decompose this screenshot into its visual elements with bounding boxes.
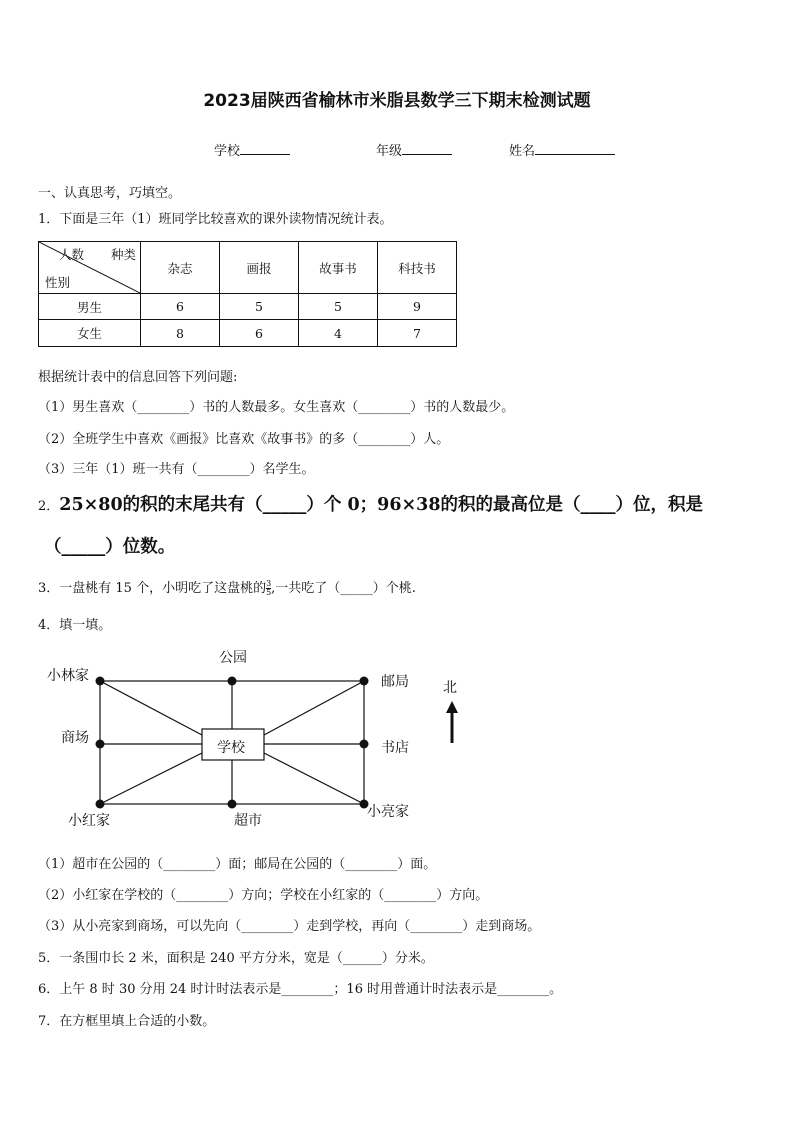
q6: 6．上午 8 时 30 分用 24 时计时法表示是________；16 时用普通计时法表示是________。 — [38, 982, 563, 997]
corner-type-label: 种类 — [110, 247, 136, 262]
north-arrow-icon — [446, 701, 458, 743]
q5: 5．一条围巾长 2 米，面积是 240 平方分米，宽是（______）分米。 — [38, 951, 434, 966]
corner-count-label: 人数 — [59, 247, 85, 262]
map-dot — [228, 800, 237, 809]
school-label: 学校 — [214, 144, 241, 159]
map-label-post-office: 邮局 — [381, 674, 409, 690]
q1-prompt: 根据统计表中的信息回答下列问题: — [38, 370, 238, 385]
col-header: 科技书 — [378, 242, 457, 294]
map-dot — [96, 677, 105, 686]
map-dot — [360, 740, 369, 749]
map-dot — [228, 677, 237, 686]
map-label-bookstore: 书店 — [381, 740, 409, 756]
row-label: 男生 — [39, 294, 141, 320]
map-label-north: 北 — [443, 680, 457, 696]
map-label-mall: 商场 — [61, 730, 89, 746]
page-title: 2023届陕西省榆林市米脂县数学三下期末检测试题 — [203, 91, 591, 111]
corner-gender-label: 性别 — [45, 275, 71, 290]
q4-sub3: （3）从小亮家到商场，可以先向（________）走到学校，再向（________）走到商场。 — [38, 919, 541, 934]
section-heading: 一、认真思考，巧填空。 — [38, 186, 182, 201]
frac-numerator: 3 — [266, 579, 272, 588]
grade-label: 年级 — [376, 144, 403, 159]
table-cell: 4 — [299, 320, 378, 347]
table-cell: 5 — [220, 294, 299, 320]
map-label-xiaohong-home: 小红家 — [68, 813, 110, 829]
path-line — [264, 681, 364, 735]
q2-line2: （_____）位数。 — [44, 537, 176, 557]
table-cell: 5 — [299, 294, 378, 320]
map-dot — [96, 740, 105, 749]
map-label-supermarket: 超市 — [234, 813, 262, 829]
q2-text: 25×80的积的末尾共有（_____）个 0；96×38的积的最高位是（____）位，积是 — [59, 495, 704, 515]
table-cell: 6 — [220, 320, 299, 347]
q1-sub1: （1）男生喜欢（________）书的人数最多。女生喜欢（________）书的人数最少。 — [38, 400, 515, 415]
path-line — [100, 681, 202, 735]
name-label: 姓名 — [509, 144, 536, 159]
table-cell: 6 — [141, 294, 220, 320]
q4-stem: 4．填一填。 — [38, 618, 112, 633]
map-label-school: 学校 — [217, 740, 245, 756]
q1-sub2: （2）全班学生中喜欢《画报》比喜欢《故事书》的多（________）人。 — [38, 432, 450, 447]
map-label-xiaolin-home: 小林家 — [47, 668, 89, 684]
path-line — [100, 753, 202, 804]
table-cell: 7 — [378, 320, 457, 347]
col-header: 杂志 — [141, 242, 220, 294]
q3-text-after: ,一共吃了（_____）个桃. — [271, 581, 416, 596]
q3-text-before: 3．一盘桃有 15 个，小明吃了这盘桃的 — [38, 581, 267, 596]
frac-denominator: 5 — [266, 588, 272, 597]
col-header: 画报 — [220, 242, 299, 294]
table-cell: 9 — [378, 294, 457, 320]
map-label-xiaoliang-home: 小亮家 — [367, 804, 409, 820]
map-dot — [360, 677, 369, 686]
col-header: 故事书 — [299, 242, 378, 294]
table-cell: 8 — [141, 320, 220, 347]
q1-sub3: （3）三年（1）班一共有（________）名学生。 — [38, 462, 315, 477]
path-line — [264, 753, 364, 804]
q1-stem: 1．下面是三年（1）班同学比较喜欢的课外读物情况统计表。 — [38, 212, 393, 227]
q7: 7．在方框里填上合适的小数。 — [38, 1014, 216, 1029]
row-label: 女生 — [39, 320, 141, 347]
map-dot — [96, 800, 105, 809]
map-label-park: 公园 — [219, 650, 247, 666]
q2-number: 2． — [38, 499, 60, 514]
q4-sub2: （2）小红家在学校的（________）方向；学校在小红家的（________）方向。 — [38, 888, 489, 903]
q4-sub1: （1）超市在公园的（________）面；邮局在公园的（________）面。 — [38, 857, 437, 872]
